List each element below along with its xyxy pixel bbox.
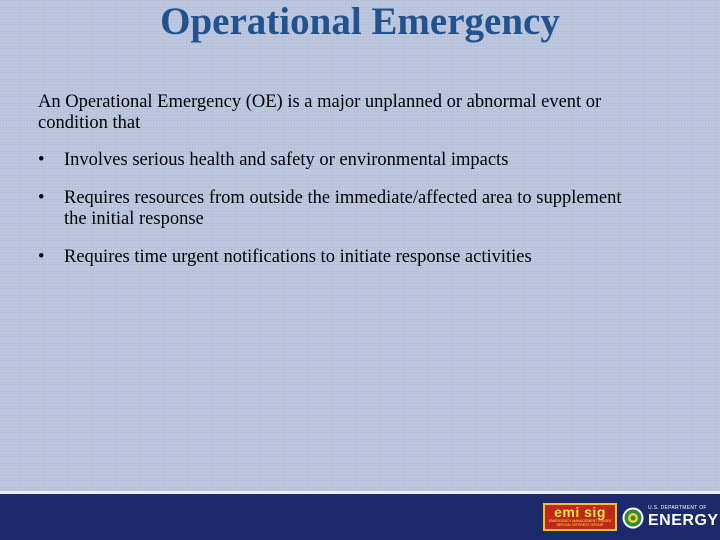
slide-body — [38, 92, 648, 285]
slide-title: Operational Emergency — [160, 0, 560, 43]
bullet-icon: • — [38, 247, 45, 267]
bullet-item — [38, 150, 648, 171]
intro-paragraph: An Operational Emergency (OE) is a major unplanned or abnormal event or condition that — [38, 92, 602, 133]
bullet-text: Involves serious health and safety or environmental impacts — [64, 150, 509, 170]
doe-logo — [622, 503, 719, 533]
doe-logo-wordmark: ENERGY — [648, 512, 719, 529]
emi-sig-logo-subtitle-1: EMERGENCY MANAGEMENT ISSUES — [548, 519, 612, 523]
bullet-text: Requires resources from outside the immediate/affected area to supplement the initial response — [64, 188, 622, 229]
bullet-item — [38, 188, 648, 230]
bullet-list — [38, 150, 648, 268]
doe-seal-icon — [622, 507, 644, 529]
bullet-icon: • — [38, 150, 45, 170]
bullet-icon: • — [38, 188, 45, 208]
emi-sig-logo-text: emi sig — [554, 504, 606, 520]
bullet-text: Requires time urgent notifications to initiate response activities — [64, 247, 532, 267]
emi-sig-logo — [543, 503, 617, 531]
emi-sig-logo-subtitle-2: SPECIAL INTEREST GROUP — [556, 523, 604, 527]
doe-logo-small-text: U.S. DEPARTMENT OF — [648, 505, 707, 511]
bullet-item — [38, 247, 648, 268]
